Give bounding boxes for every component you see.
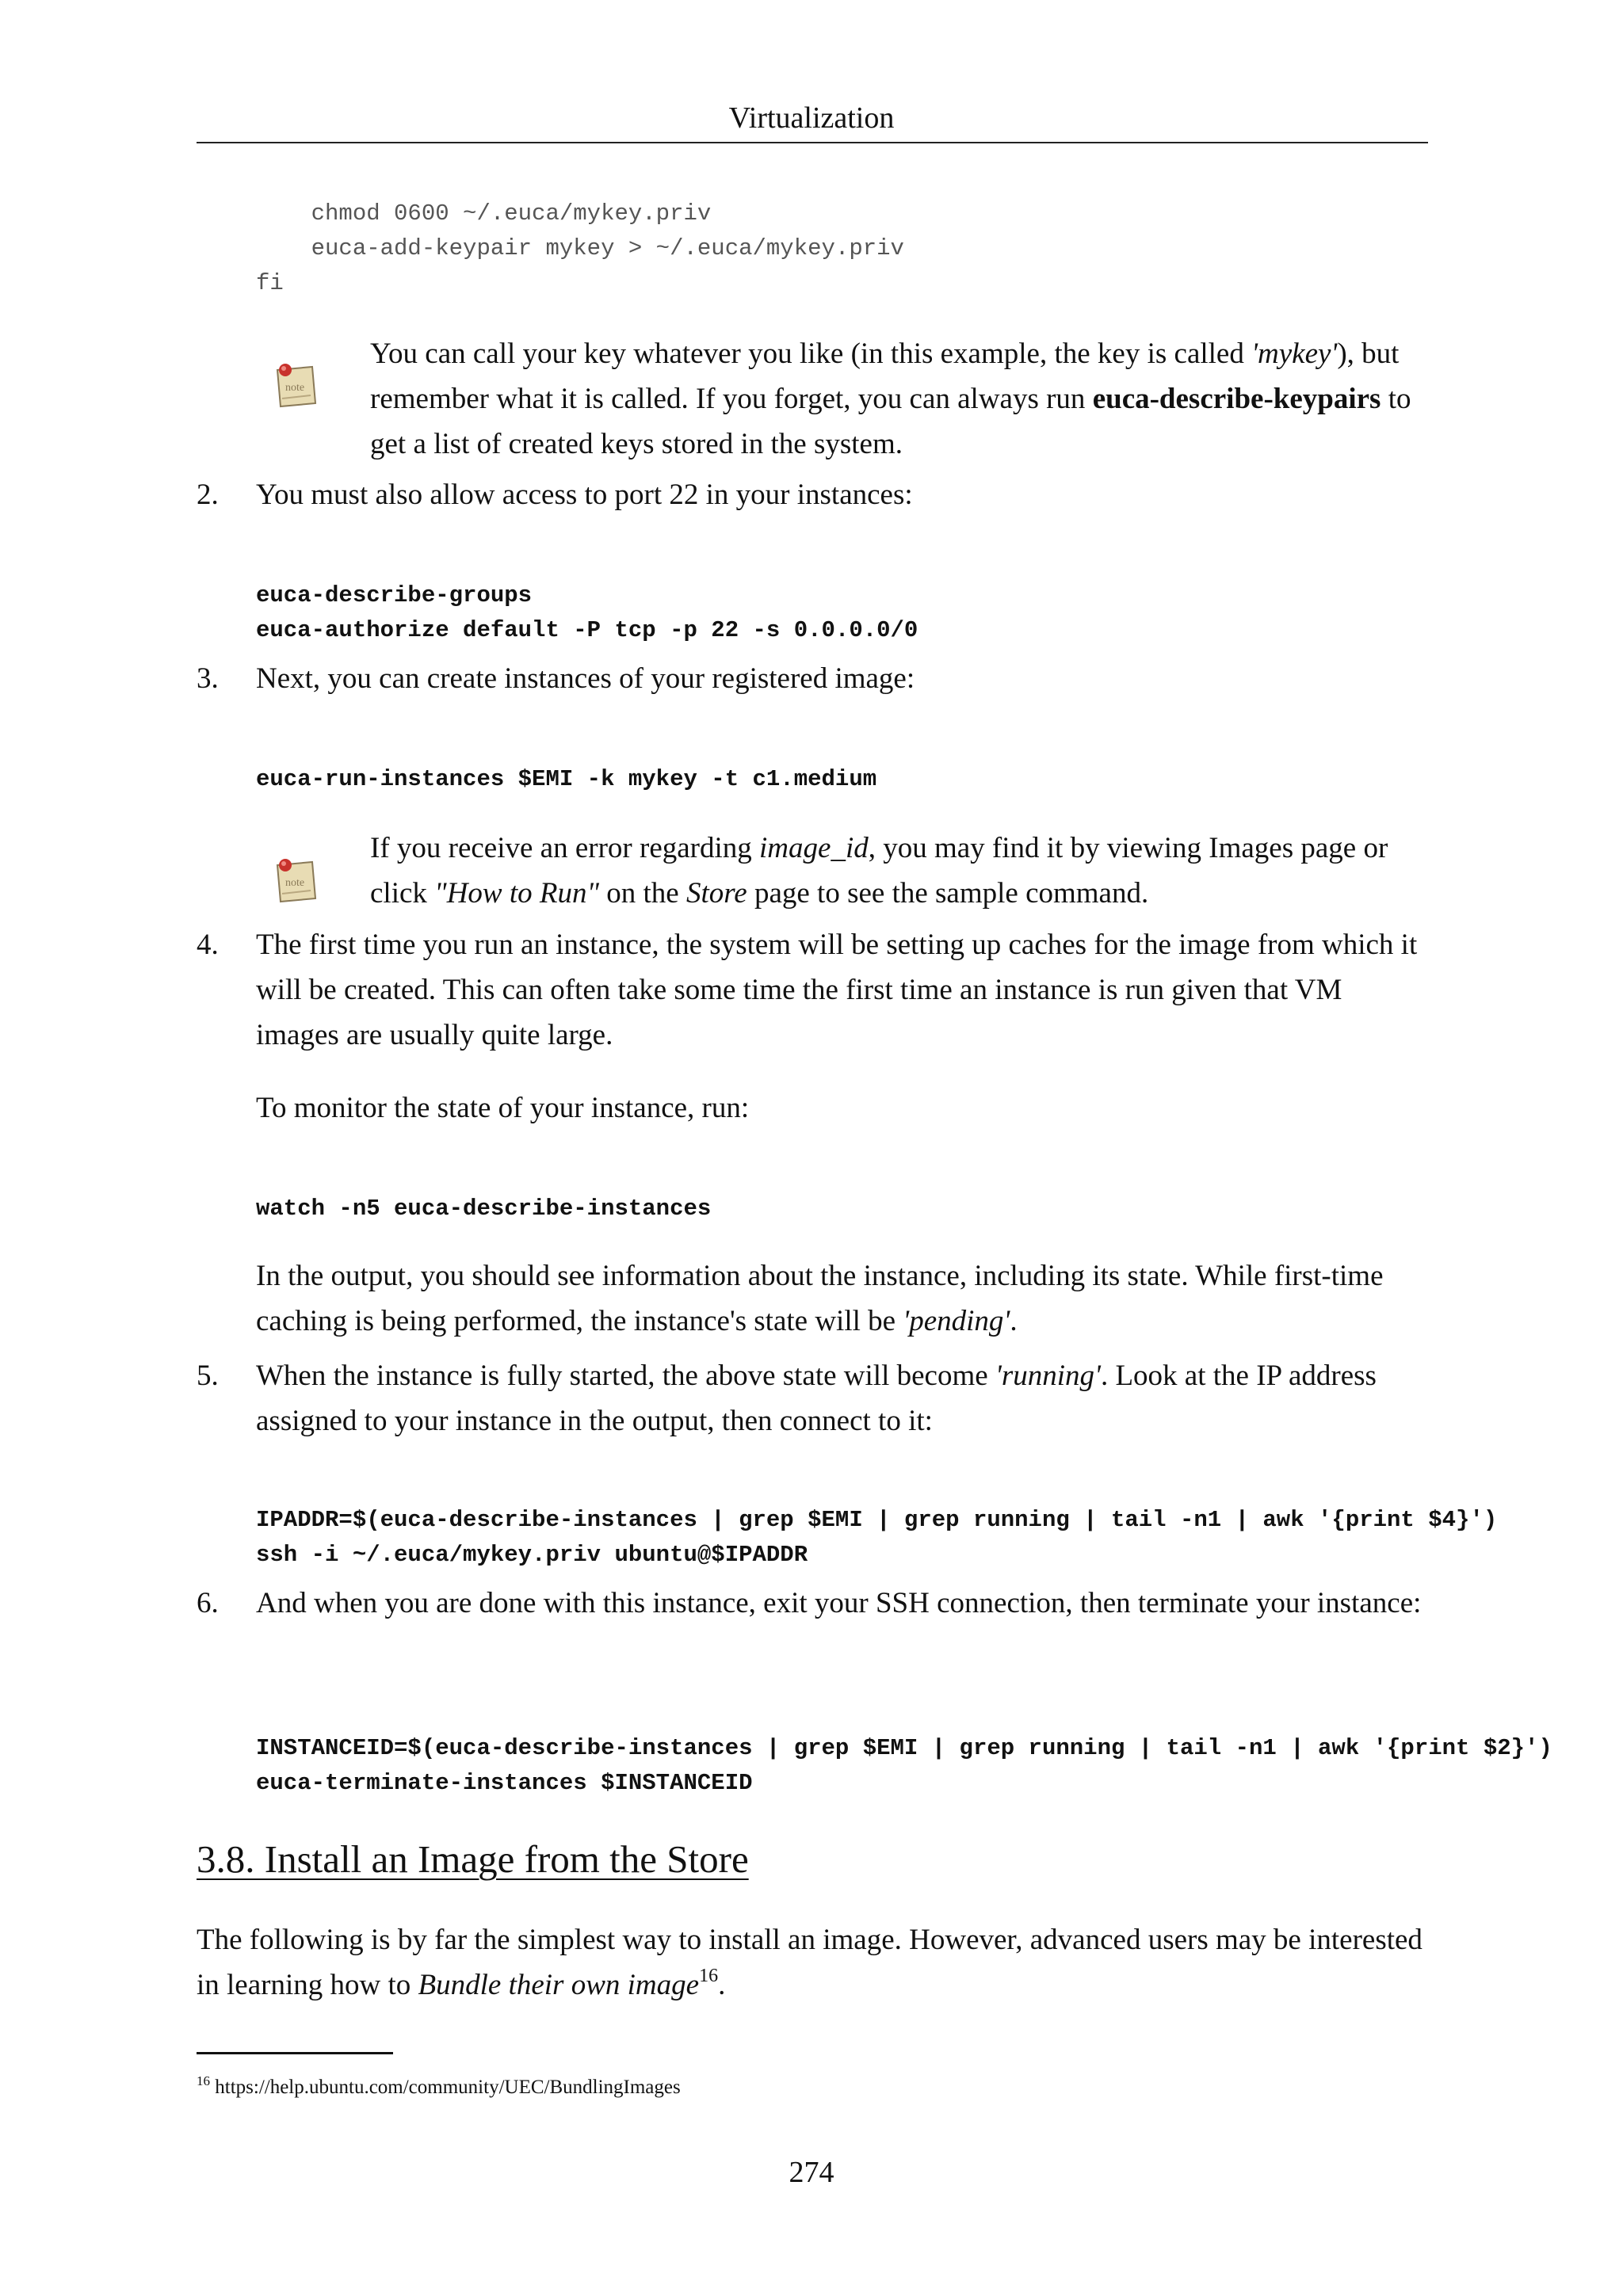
code-line: watch -n5 euca-describe-instances bbox=[256, 1196, 712, 1222]
code-line: fi bbox=[256, 270, 284, 296]
running-header: Virtualization bbox=[728, 101, 895, 135]
list-number: 4. bbox=[197, 929, 219, 961]
step-text: To monitor the state of your instance, run: bbox=[256, 1092, 750, 1124]
step-text: When the instance is fully started, the above state will become 'running'. Look at the IP address assigned to your instance in the output, then connect to it: bbox=[256, 1360, 1377, 1437]
step-text: The first time you run an instance, the system will be setting up caches for the image from which it will be created. This can often take some time the first time an instance is run given that VM images are usually quite large. bbox=[256, 929, 1418, 1051]
list-number: 2. bbox=[197, 479, 219, 511]
list-number: 5. bbox=[197, 1360, 219, 1392]
code-line: euca-run-instances $EMI -k mykey -t c1.medium bbox=[256, 766, 877, 792]
section-paragraph: The following is by far the simplest way to install an image. However, advanced users may be interested in learning how to Bundle their own image$^{16}$. bbox=[197, 1924, 1423, 2001]
svg-text:note: note bbox=[285, 877, 305, 889]
code-line: INSTANCEID=$(euca-describe-instances | grep $EMI | grep running | tail -n1 | awk '{print $2}') bbox=[256, 1735, 1552, 1761]
list-number: 6. bbox=[197, 1587, 219, 1619]
note-icon bbox=[266, 841, 314, 891]
footnote-ref[interactable]: 16 bbox=[699, 1966, 719, 1986]
list-number: 3. bbox=[197, 662, 219, 695]
note-text: You can call your key whatever you like (in this example, the key is called 'mykey'), but remember what it is called. If you forget, you can always run euca-describe-keypairs to get a list of created keys stored in the system. bbox=[370, 338, 1411, 460]
note-icon bbox=[266, 346, 314, 395]
footnote-rule bbox=[197, 2052, 393, 2054]
step-text: Next, you can create instances of your registered image: bbox=[256, 662, 915, 695]
section-heading: 3.8. Install an Image from the Store bbox=[197, 1837, 749, 1881]
page-number: 274 bbox=[789, 2156, 834, 2189]
step-text: And when you are done with this instance, exit your SSH connection, then terminate your instance: bbox=[256, 1587, 1422, 1619]
code-line: euca-authorize default -P tcp -p 22 -s 0.0.0.0/0 bbox=[256, 617, 918, 643]
code-line: chmod 0600 ~/.euca/mykey.priv bbox=[256, 200, 712, 227]
code-line: euca-add-keypair mykey > ~/.euca/mykey.priv bbox=[256, 235, 904, 261]
header-rule bbox=[197, 142, 1428, 143]
code-line: IPADDR=$(euca-describe-instances | grep $EMI | grep running | tail -n1 | awk '{print $4}') bbox=[256, 1507, 1498, 1533]
footnote: $^{16}$ https://help.ubuntu.com/community/UEC/BundlingImages bbox=[197, 2073, 681, 2098]
note-text: If you receive an error regarding image_id, you may find it by viewing Images page or click "How to Run" on the Store page to see the sample command. bbox=[370, 832, 1388, 910]
code-line: euca-terminate-instances $INSTANCEID bbox=[256, 1770, 753, 1796]
footnote-url[interactable]: https://help.ubuntu.com/community/UEC/BundlingImages bbox=[210, 2077, 681, 2098]
code-line: euca-describe-groups bbox=[256, 582, 533, 608]
step-text: You must also allow access to port 22 in your instances: bbox=[256, 479, 913, 511]
svg-text:note: note bbox=[285, 382, 305, 394]
step-text: In the output, you should see information about the instance, including its state. While first-time caching is being performed, the instance's state will be 'pending'. bbox=[256, 1260, 1384, 1337]
code-line: ssh -i ~/.euca/mykey.priv ubuntu@$IPADDR bbox=[256, 1542, 808, 1568]
